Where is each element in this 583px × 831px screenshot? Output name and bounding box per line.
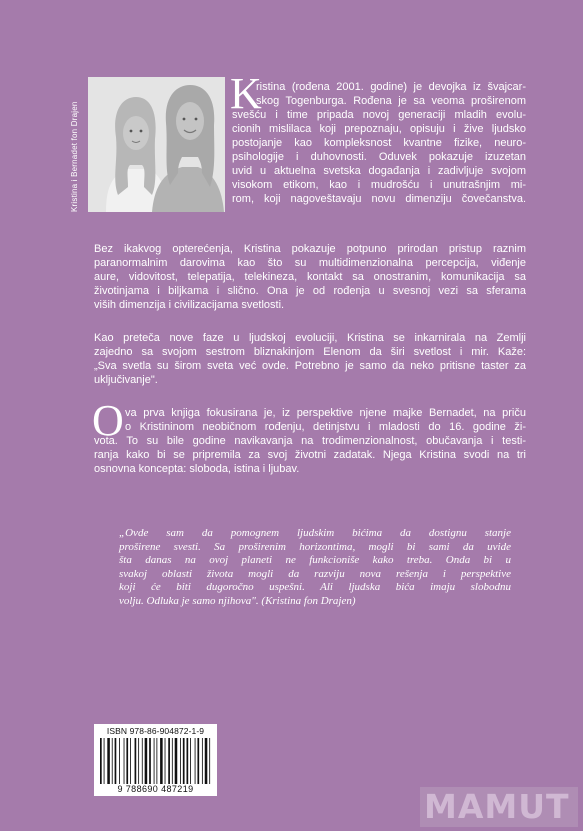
barcode-bar [197,738,199,784]
barcode-bar [172,738,173,784]
paragraph-line: ranja kako bi se pripremila za svoj životni zadatak. Njega Kristina svodi na tri [94,449,526,461]
barcode-bar [135,738,137,784]
barcode-digits: 9 788690 487219 [117,784,194,794]
quote-line: svakoj oblasti života mogli da razviju nova rešenja i perspektive [119,567,511,580]
paragraph-line: paranormalnim darovima kao što su multidimenzionalna percepcija, viđenje [94,257,526,269]
barcode-bar [165,738,166,784]
barcode-bar [195,738,196,784]
barcode-bar [115,738,117,784]
quote-line: proširene svesti. Sa proširenim horizontima, mogli bi sami da uvide [119,540,511,553]
barcode-bar [130,738,131,784]
isbn-label: ISBN 978-86-904872-1-9 [106,726,205,736]
intro-line: uvid u aktuelna svetska događanja i zadivljuje svojom [232,165,526,177]
barcode-bar [107,738,110,784]
paragraph-line: o Kristininom neobičnom rođenju, detinjstvu i mladosti do 16. godine ži- [125,421,526,433]
barcode-bar [190,738,191,784]
barcode-bar [180,738,181,784]
barcode-bar [154,738,155,784]
paragraph-line: životinjama i biljkama i slično. Ona je od rođenja u svesnoj vezi sa sferama [94,285,526,297]
barcode-bars [100,738,211,784]
barcode-bar [149,738,151,784]
watermark-logo [420,787,578,827]
paragraph-dropcap: O [92,396,124,445]
barcode-bar [100,738,102,784]
barcode-bar [124,738,125,784]
author-photo-image [88,77,225,212]
intro-dropcap: K [230,69,262,118]
intro-line: postojanje kao kompleksnost kvantne fizike, neuro- [232,137,526,149]
quote-line: volju. Odluka je samo njihova". (Kristina fon Drajen) [119,594,356,607]
quote-line: koji će biti dugoročno uspešni. Ali ljudska bića imaju slobodnu [119,581,511,593]
paragraph-line: uključivanje". [94,374,158,386]
barcode-bar [209,738,210,784]
intro-line: rom, koji nagoveštavaju novu dimenziju čovečanstva. [232,193,526,205]
paragraph-line: Kao preteča nove faze u ljudskoj evoluciji, Kristina se inkarnirala na Zemlji [94,332,526,344]
author-photo [88,77,225,212]
intro-line: psihologije i duhovnosti. Oduvek pokazuje izuzetan [232,151,526,163]
quote-block [119,527,511,608]
quote-line: „Ovde sam da pomognem ljudskim bićima da dostignu stanje [119,527,511,539]
barcode-bar [138,738,139,784]
barcode-bar [156,738,157,784]
barcode-bar [104,738,105,784]
paragraph-line: viših dimenzija i civilizacijama svetlosti. [94,299,285,311]
barcode-bar [160,738,163,784]
barcode-bar [112,738,113,784]
barcode-bar [142,738,143,784]
barcode-bar [126,738,128,784]
barcode-bar [168,738,170,784]
paragraph-line: vota. To su bile godine navikavanja na trodimenzionalnost, obučavanja i testi- [94,435,526,447]
photo-caption: Kristina i Bernadet fon Drajen [70,101,79,212]
barcode-bar [175,738,178,784]
intro-line: skog Togenburga. Rođena je sa veoma proširenom [256,95,526,107]
paragraph-gifts [94,242,526,312]
barcode-bar [187,738,189,784]
barcode-bar [145,738,148,784]
intro-line: ristina (rođena 2001. godine) je devojka iz švajcar- [256,81,526,93]
paragraph-line: va prva knjiga fokusirana je, iz perspektive njene majke Bernadet, na priču [125,407,526,419]
intro-line: visokom etikom, kao i mudrošću i unutrašnjim mi- [232,179,526,191]
paragraph-evolution [94,331,526,387]
watermark-text: MAMUT [424,787,570,826]
intro-paragraph [232,80,526,206]
barcode-bar [202,738,203,784]
paragraph-line: aure, vidovitost, telepatija, telekineza, kontakt sa onostranim, komunikacija sa [94,271,526,283]
barcode-bar [205,738,208,784]
intro-line: cionih mislilaca koji prepoznaju, opisuju i žive ljudsko [232,123,526,135]
paragraph-line: Bez ikakvog opterećenja, Kristina pokazuje potpuno prirodan pristup raznim [94,243,526,255]
barcode-bar [119,738,120,784]
paragraph-line: „Sva svetla su širom sveta već ovde. Potrebno je samo da neko pritisne taster za [94,360,526,372]
paragraph-book [94,406,526,476]
intro-line: svešću i time pripada novoj generaciji mladih evolu- [232,109,526,121]
isbn-barcode [94,724,217,796]
paragraph-line: zajedno sa svojom sestrom bliznakinjom Elenom da širi svetlost i mir. Kaže: [94,346,526,358]
barcode-bar [183,738,185,784]
paragraph-line: osnovna koncepta: sloboda, istina i ljubav. [94,463,300,475]
quote-line: šta danas na ovoj planeti ne funkcioniše kako treba. Onda bi u [119,554,511,566]
